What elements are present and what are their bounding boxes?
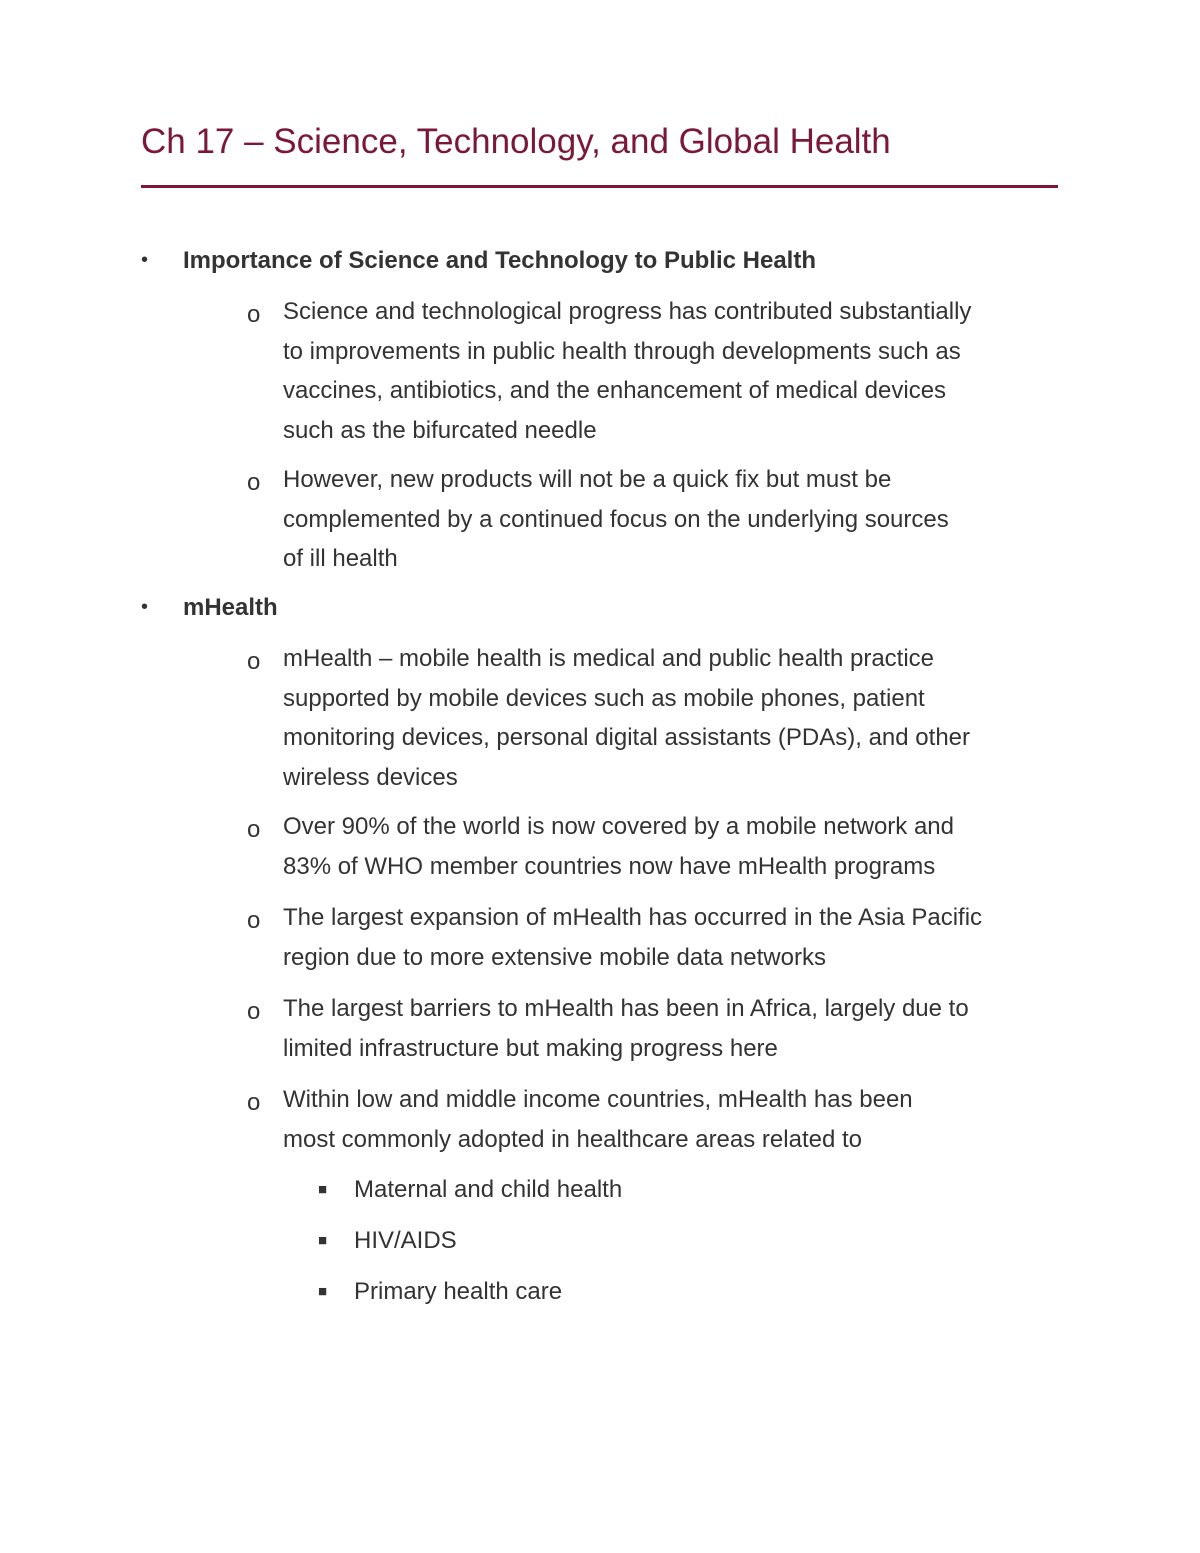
list-item-text: [283, 898, 1073, 977]
section-heading: mHealth: [183, 594, 278, 621]
text-line: mHealth – mobile health is medical and public health practice: [283, 645, 935, 672]
text-line: to improvements in public health through developments such as: [283, 337, 961, 365]
text-line: supported by mobile devices such as mobile phones, patient: [283, 684, 925, 712]
list-item-text: [283, 989, 1073, 1068]
text-line: Within low and middle income countries, mHealth has been: [283, 1086, 913, 1113]
hollow-circle-bullet-icon: o: [247, 1089, 261, 1116]
text-line: of ill health: [283, 545, 398, 572]
text-line: Science and technological progress has contributed substantially: [283, 298, 972, 325]
hollow-circle-bullet-icon: o: [247, 469, 261, 496]
text-line: vaccines, antibiotics, and the enhancement of medical devices: [283, 377, 947, 404]
text-line: 83% of WHO member countries now have mHealth programs: [283, 852, 936, 880]
hollow-circle-bullet-icon: o: [247, 648, 261, 675]
title-underline-divider: [141, 185, 1058, 188]
hollow-circle-bullet-icon: o: [247, 907, 261, 934]
filled-circle-bullet-icon: •: [141, 596, 149, 618]
text-line: wireless devices: [283, 763, 458, 791]
square-bullet-icon: ■: [318, 1181, 328, 1198]
text-line: Over 90% of the world is now covered by a mobile network and: [283, 813, 955, 840]
hollow-circle-bullet-icon: o: [247, 301, 261, 328]
page-title: Ch 17 – Science, Technology, and Global Health: [141, 122, 891, 161]
square-bullet-icon: ■: [318, 1232, 328, 1249]
text-line: However, new products will not be a quick fix but must be: [283, 466, 892, 493]
square-bullet-icon: ■: [318, 1283, 328, 1300]
hollow-circle-bullet-icon: o: [247, 998, 261, 1025]
text-line: such as the bifurcated needle: [283, 416, 597, 444]
list-item-text: [283, 639, 1073, 797]
text-line: monitoring devices, personal digital assistants (PDAs), and other: [283, 724, 970, 751]
hollow-circle-bullet-icon: o: [247, 816, 261, 843]
list-item-text: [283, 292, 1073, 450]
sub-list-item-text: Primary health care: [354, 1278, 563, 1305]
sub-list-item-text: HIV/AIDS: [354, 1227, 457, 1254]
text-line: limited infrastructure but making progress here: [283, 1034, 778, 1062]
list-item-text: [283, 460, 1073, 579]
sub-list-item-text: Maternal and child health: [354, 1176, 623, 1203]
text-line: most commonly adopted in healthcare areas related to: [283, 1125, 862, 1153]
list-item-text: [283, 1080, 1073, 1159]
list-item-text: [283, 807, 1073, 886]
text-line: The largest expansion of mHealth has occurred in the Asia Pacific: [283, 904, 983, 931]
filled-circle-bullet-icon: •: [141, 249, 149, 271]
text-line: region due to more extensive mobile data networks: [283, 943, 826, 971]
text-line: The largest barriers to mHealth has been in Africa, largely due to: [283, 995, 969, 1022]
text-line: complemented by a continued focus on the underlying sources: [283, 505, 949, 533]
section-heading: Importance of Science and Technology to Public Health: [183, 247, 816, 274]
